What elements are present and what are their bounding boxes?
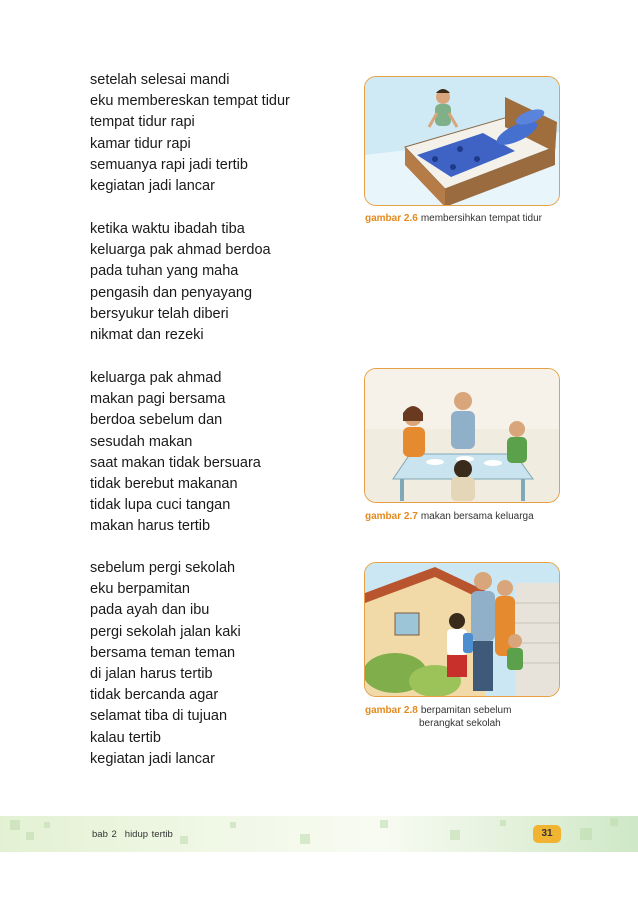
figure-bed-illustration <box>364 76 560 206</box>
poem-line: pergi sekolah jalan kaki <box>90 623 241 640</box>
poem-line: tidak lupa cuci tangan <box>90 497 231 514</box>
figure-goodbye-illustration <box>364 562 560 697</box>
poem-line: makan pagi bersama <box>90 391 226 408</box>
poem-line: bersama teman teman <box>90 644 236 661</box>
poem-line: bersyukur telah diberi <box>90 305 229 322</box>
page-number-badge: 31 <box>533 825 561 843</box>
stanza-3 <box>90 368 261 538</box>
poem-line: selamat tiba di tujuan <box>90 708 228 725</box>
goodbye-scene-image <box>365 563 560 697</box>
figure-label: gambar 2.8 <box>365 705 418 716</box>
poem-line: sesudah makan <box>90 433 193 450</box>
stanza-2 <box>90 219 271 346</box>
poem-line: makan harus tertib <box>90 518 211 535</box>
poem-line: pada tuhan yang maha <box>90 263 239 280</box>
bed-scene-image <box>365 77 560 206</box>
figure-meal-illustration <box>364 368 560 503</box>
poem-line: keluarga pak ahmad <box>90 370 222 386</box>
poem-line: keluarga pak ahmad berdoa <box>90 242 271 259</box>
chapter-number: bab 2 <box>92 829 117 840</box>
figure-caption-text: berpamitan sebelum <box>420 705 512 716</box>
poem-line: pengasih dan penyayang <box>90 284 253 301</box>
stanza-1 <box>90 70 290 197</box>
figure-label: gambar 2.7 <box>365 511 418 522</box>
poem-line: kamar tidur rapi <box>90 135 191 152</box>
poem-line: pada ayah dan ibu <box>90 602 210 619</box>
poem-line: tidak berebut makanan <box>90 475 238 492</box>
figure-caption <box>365 511 534 524</box>
poem-line: saat makan tidak bersuara <box>90 454 261 471</box>
stanza-4 <box>90 558 241 770</box>
chapter-title: hidup tertib <box>124 829 173 840</box>
poem-line: nikmat dan rezeki <box>90 326 204 343</box>
poem-line: sebelum pergi sekolah <box>90 560 236 576</box>
poem-line: kegiatan jadi lancar <box>90 177 215 194</box>
meal-scene-image <box>365 369 560 503</box>
figure-caption-text-line2: berangkat sekolah <box>419 717 501 729</box>
poem-line: setelah selesai mandi <box>90 72 230 88</box>
poem-line: ketika waktu ibadah tiba <box>90 221 245 237</box>
figure-caption-text: makan bersama keluarga <box>420 511 534 522</box>
poem-line: kegiatan jadi lancar <box>90 750 215 767</box>
figure-caption <box>365 213 542 226</box>
poem-line: eku berpamitan <box>90 581 190 598</box>
poem-line: tempat tidur rapi <box>90 114 195 131</box>
figure-caption-text: membersihkan tempat tidur <box>420 213 542 224</box>
poem-line: kalau tertib <box>90 729 161 746</box>
poem-line: tidak bercanda agar <box>90 687 219 704</box>
poem-line: di jalan harus tertib <box>90 665 213 682</box>
figure-caption <box>365 705 511 730</box>
poem-line: semuanya rapi jadi tertib <box>90 156 248 173</box>
poem-line: berdoa sebelum dan <box>90 412 223 429</box>
figure-label: gambar 2.6 <box>365 213 418 224</box>
poem-line: eku membereskan tempat tidur <box>90 93 290 110</box>
footer-chapter <box>92 829 173 840</box>
